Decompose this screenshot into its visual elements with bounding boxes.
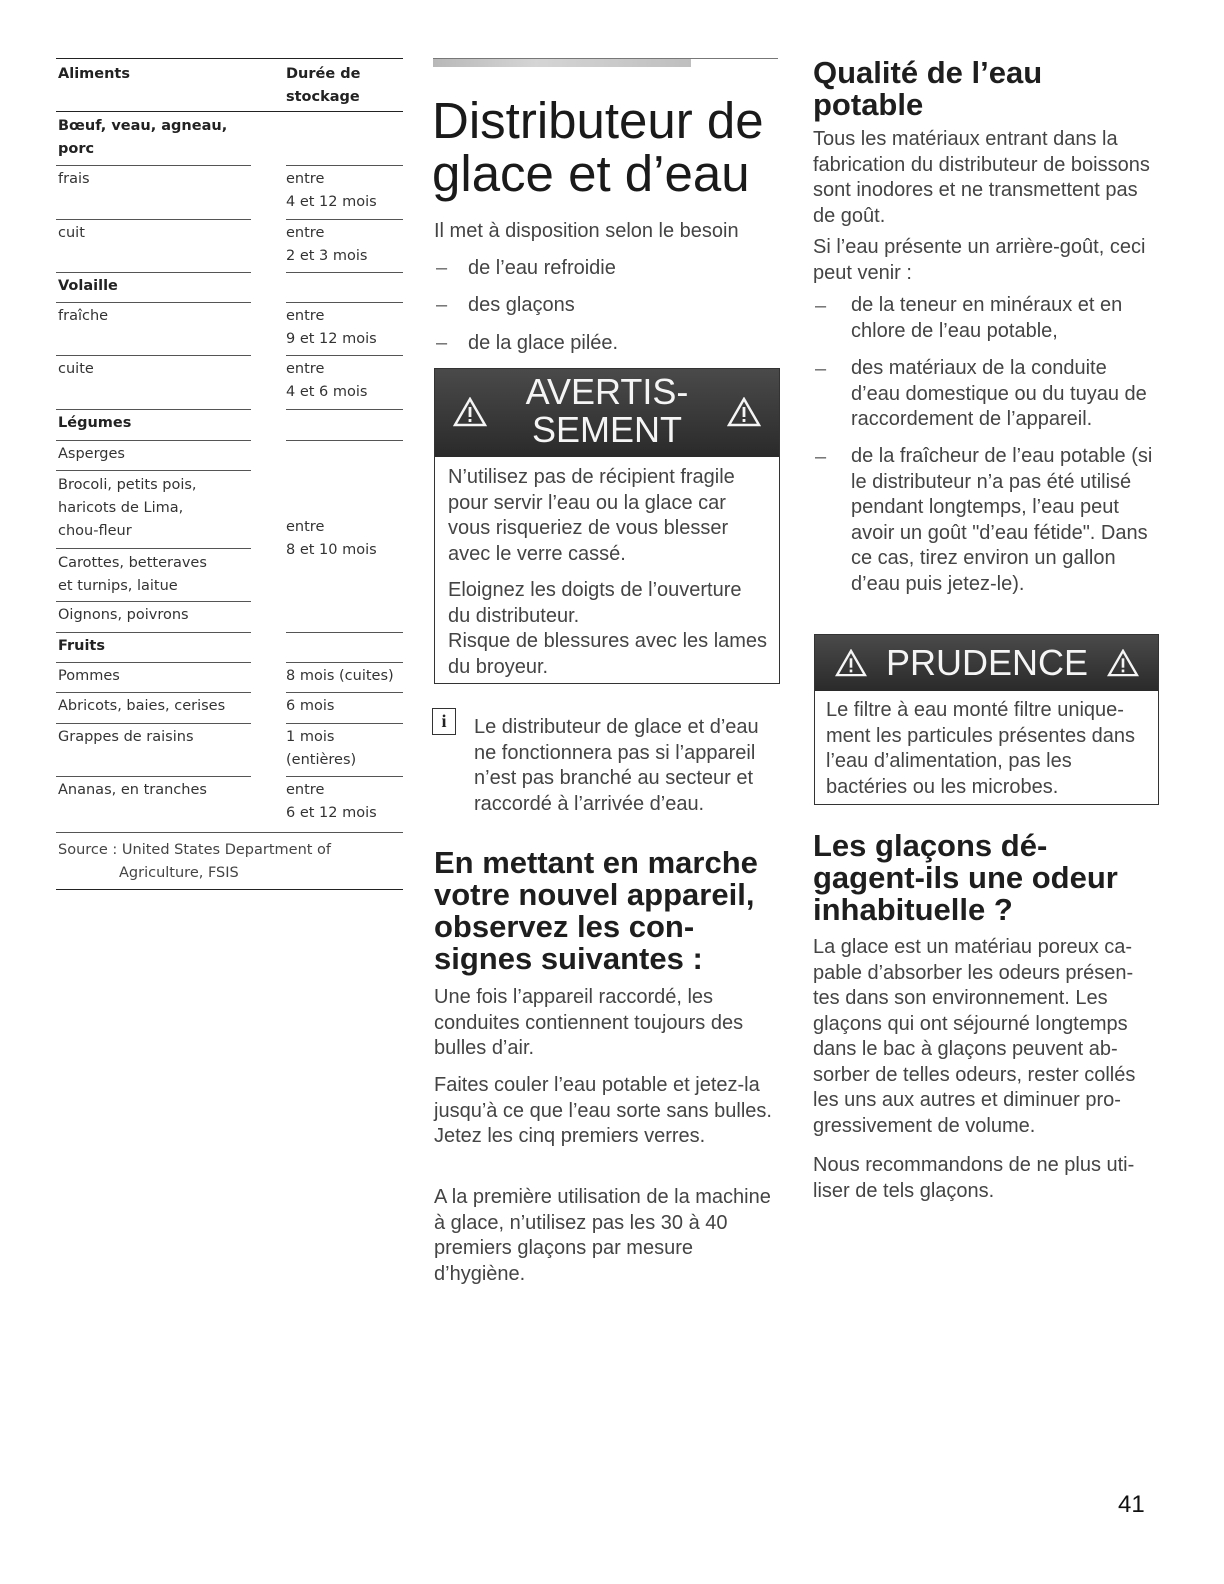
warning-text-3: Risque de blessures avec les lames du broyeur. [448, 630, 768, 678]
divider [56, 889, 403, 890]
caution-title: PRUDENCE [885, 642, 1089, 683]
table-row [56, 219, 403, 272]
caution-box [814, 634, 1159, 805]
category-legumes: Légumes [58, 415, 132, 431]
storage-table [56, 58, 403, 832]
paragraph: A la première utilisation de la machine à glace, n’utilisez pas les 30 à 40 premiers glaçons par mesure d’hygiène. [434, 1186, 771, 1285]
table-source [58, 839, 403, 885]
table-row [56, 723, 403, 776]
list-item: des glaçons [468, 294, 575, 316]
warning-title-line1: AVERTIS- [525, 371, 689, 412]
info-icon: i [432, 708, 456, 735]
duree-cell: 1 mois (entières) [286, 729, 357, 768]
duree-cell: entre 4 et 6 mois [286, 361, 368, 400]
section-heading: Les glaçons dé-gagent-ils une odeur inhabituelle ? [813, 828, 1118, 927]
duree-cell: entre 6 et 12 mois [286, 782, 377, 821]
aliment-cell: Carottes, betteraves et turnips, laitue [58, 555, 207, 594]
section-heading: Qualité de l’eau potable [813, 55, 1043, 122]
category-fruits: Fruits [58, 638, 105, 654]
aliment-cell: Asperges [58, 446, 125, 462]
table-row [56, 165, 403, 219]
source-label: Source : [58, 842, 118, 858]
paragraph: Une fois l’appareil raccordé, les conduites contiennent toujours des bulles d’air. [434, 986, 744, 1059]
list-item: de la teneur en minéraux et en chlore de l’eau potable, [851, 294, 1123, 342]
aliment-cell: Grappes de raisins [58, 729, 194, 745]
duree-cell: entre 9 et 12 mois [286, 308, 377, 347]
table-row [56, 692, 403, 723]
paragraph: La glace est un matériau poreux ca-pable d’absorber les odeurs présen-tes dans son environnement. Les glaçons qui ont séjourné longtemps dans le bac à glaçons peuvent ab-sorber de telles odeurs, rester collés les uns aux autres et diminuer pro-gressivement de volume. [813, 936, 1136, 1137]
warning-icon [453, 397, 487, 427]
table-header [56, 58, 403, 112]
category-volaille: Volaille [58, 278, 118, 294]
category-row [56, 272, 403, 302]
warning-heading [435, 369, 779, 457]
duree-cell: 6 mois [286, 698, 335, 714]
paragraph: Tous les matériaux entrant dans la fabrication du distributeur de boissons sont inodores et ne transmettent pas de goût. [813, 128, 1150, 227]
category-row [56, 112, 403, 165]
section-heading: En mettant en marche votre nouvel appareil, observez les con-signes suivantes : [434, 845, 758, 976]
warning-text-1: N’utilisez pas de récipient fragile pour servir l’eau ou la glace car vous risqueriez de vous blesser avec le verre cassé. [448, 466, 735, 565]
aliment-cell: frais [58, 171, 90, 187]
caution-text: Le filtre à eau monté filtre unique-ment les particules présentes dans l’eau d’alimentation, pas les bactéries ou les microbes. [826, 699, 1136, 798]
aliment-cell: Oignons, poivrons [58, 607, 189, 623]
category-row [56, 409, 403, 440]
category-row [56, 632, 403, 662]
caution-heading [815, 635, 1158, 691]
aliment-cell: Pommes [58, 668, 120, 684]
duree-cell: entre 4 et 12 mois [286, 171, 377, 210]
table-row [56, 355, 403, 409]
aliment-cell: Ananas, en tranches [58, 782, 207, 798]
duree-cell: entre 8 et 10 mois [286, 519, 377, 558]
paragraph: Faites couler l’eau potable et jetez-la jusqu’à ce que l’eau sorte sans bulles. Jetez les cinq premiers verres. [434, 1074, 772, 1147]
header-aliments: Aliments [58, 66, 130, 82]
section-bar [433, 59, 691, 67]
category-boeuf: Bœuf, veau, agneau, porc [58, 118, 228, 157]
aliment-cell: cuite [58, 361, 94, 377]
warning-icon [727, 397, 761, 427]
page-number: 41 [1118, 1491, 1145, 1518]
list-item: de la fraîcheur de l’eau potable (si le distributeur n’a pas été utilisé pendant longtemps, l’eau peut avoir un goût "d’eau fétide". Dans ce cas, tirez environ un gallon d’eau puis jetez-le). [851, 445, 1153, 595]
source-line2: Agriculture, FSIS [119, 865, 239, 881]
warning-icon [835, 649, 867, 677]
source-line1: United States Department of [121, 842, 332, 858]
duree-cell: entre 2 et 3 mois [286, 225, 368, 264]
list-item: de la glace pilée. [468, 332, 619, 354]
page-title: Distributeur de glace et d’eau [432, 92, 764, 202]
intro-text: Il met à disposition selon le besoin [434, 220, 739, 242]
table-row [56, 662, 403, 692]
table-row [56, 601, 403, 632]
table-row [56, 302, 403, 355]
info-text: Le distributeur de glace et d’eau ne fonctionnera pas si l’appareil n’est pas branché au secteur et raccordé à l’arrivée d’eau. [474, 716, 759, 815]
aliment-cell: cuit [58, 225, 85, 241]
warning-box [434, 368, 780, 684]
paragraph: Nous recommandons de ne plus uti-liser de tels glaçons. [813, 1154, 1135, 1202]
warning-icon [1107, 649, 1139, 677]
manual-page: Aliments Durée de stockage Bœuf, veau, agneau, porc frais entre 4 et 12 mois cuit entre 2 et 3 mois Volaille fraîche entre 9 et 12 mois cuite entre 4 et 6 mois Légumes Asperges Brocoli, petits pois, haricots de Lima, chou-fleur Carottes, betteraves et turnips, laitue entre 8 et 10 mois Oignons, poivrons Fruits Pommes 8 mois (cuites) Abricots, baies, cerises 6 mois Grappes de raisins 1 mois (entières) Ananas, en tranches entre 6 et 12 mois Source : United States Department of Agriculture, FSIS Distributeur de glace et d’eau Il met à disposition selon le besoin – de l’eau refroidie – des glaçons – de la glace pilée. AVERTIS- SEMENT N’utilisez pas de récipient fragile pour servir l’eau ou la glace car vous risqueriez de vous blesser avec le verre cassé. Eloignez les doigts de l’ouverture du distributeur. Risque de blessures avec les lames du broyeur. i Le distributeur de glace et d’eau ne fonctionnera pas si l’appareil n’est pas branché au secteur et raccordé à l’arrivée d’eau. En mettant en marche votre nouvel appareil, observez les con-signes suivantes : Une fois l’appareil raccordé, les conduites contiennent toujours des bulles d’air. Faites couler l’eau potable et jetez-la jusqu’à ce que l’eau sorte sans bulles. Jetez les cinq premiers verres. A la première utilisation de la machine à glace, n’utilisez pas les 30 à 40 premiers glaçons par mesure d’hygiène. Qualité de l’eau potable Tous les matériaux entrant dans la fabrication du distributeur de boissons sont inodores et ne transmettent pas de goût. Si l’eau présente un arrière-goût, ceci peut venir : – de la teneur en minéraux et en chlore de l’eau potable, – des matériaux de la conduite d’eau domestique ou du tuyau de raccordement de l’appareil. – de la fraîcheur de l’eau potable (si le distributeur n’a pas été utilisé pendant longtemps, l’eau peut avoir un goût "d’eau fétide". Dans ce cas, tirez environ un gallon d’eau puis jetez-le). PRUDENCE Le filtre à eau monté filtre unique-ment les particules présentes dans l’eau d’alimentation, pas les bactéries ou les microbes. Les glaçons dé-gagent-ils une odeur inhabituelle ? La glace est un matériau poreux ca-pable d’absorber les odeurs présen-tes dans son environnement. Les glaçons qui ont séjourné longtemps dans le bac à glaçons peuvent ab-sorber de telles odeurs, rester collés les uns aux autres et diminuer pro-gressivement de volume. Nous recommandons de ne plus uti-liser de tels glaçons. 41 [0, 0, 1224, 1584]
aliment-cell: Abricots, baies, cerises [58, 698, 226, 714]
aliment-cell: Brocoli, petits pois, haricots de Lima, chou-fleur [58, 477, 197, 539]
header-duree: Durée de stockage [286, 66, 361, 105]
list-item: de l’eau refroidie [468, 257, 616, 279]
paragraph: Si l’eau présente un arrière-goût, ceci peut venir : [813, 236, 1146, 284]
table-row [56, 776, 403, 832]
aliment-cell: fraîche [58, 308, 109, 324]
vegetables-group [56, 440, 403, 601]
warning-title-line2: SEMENT [531, 409, 682, 450]
warning-text-2: Eloignez les doigts de l’ouverture du distributeur. [448, 579, 742, 627]
list-item: des matériaux de la conduite d’eau domestique ou du tuyau de raccordement de l’appareil. [851, 357, 1147, 430]
duree-cell: 8 mois (cuites) [286, 668, 394, 684]
